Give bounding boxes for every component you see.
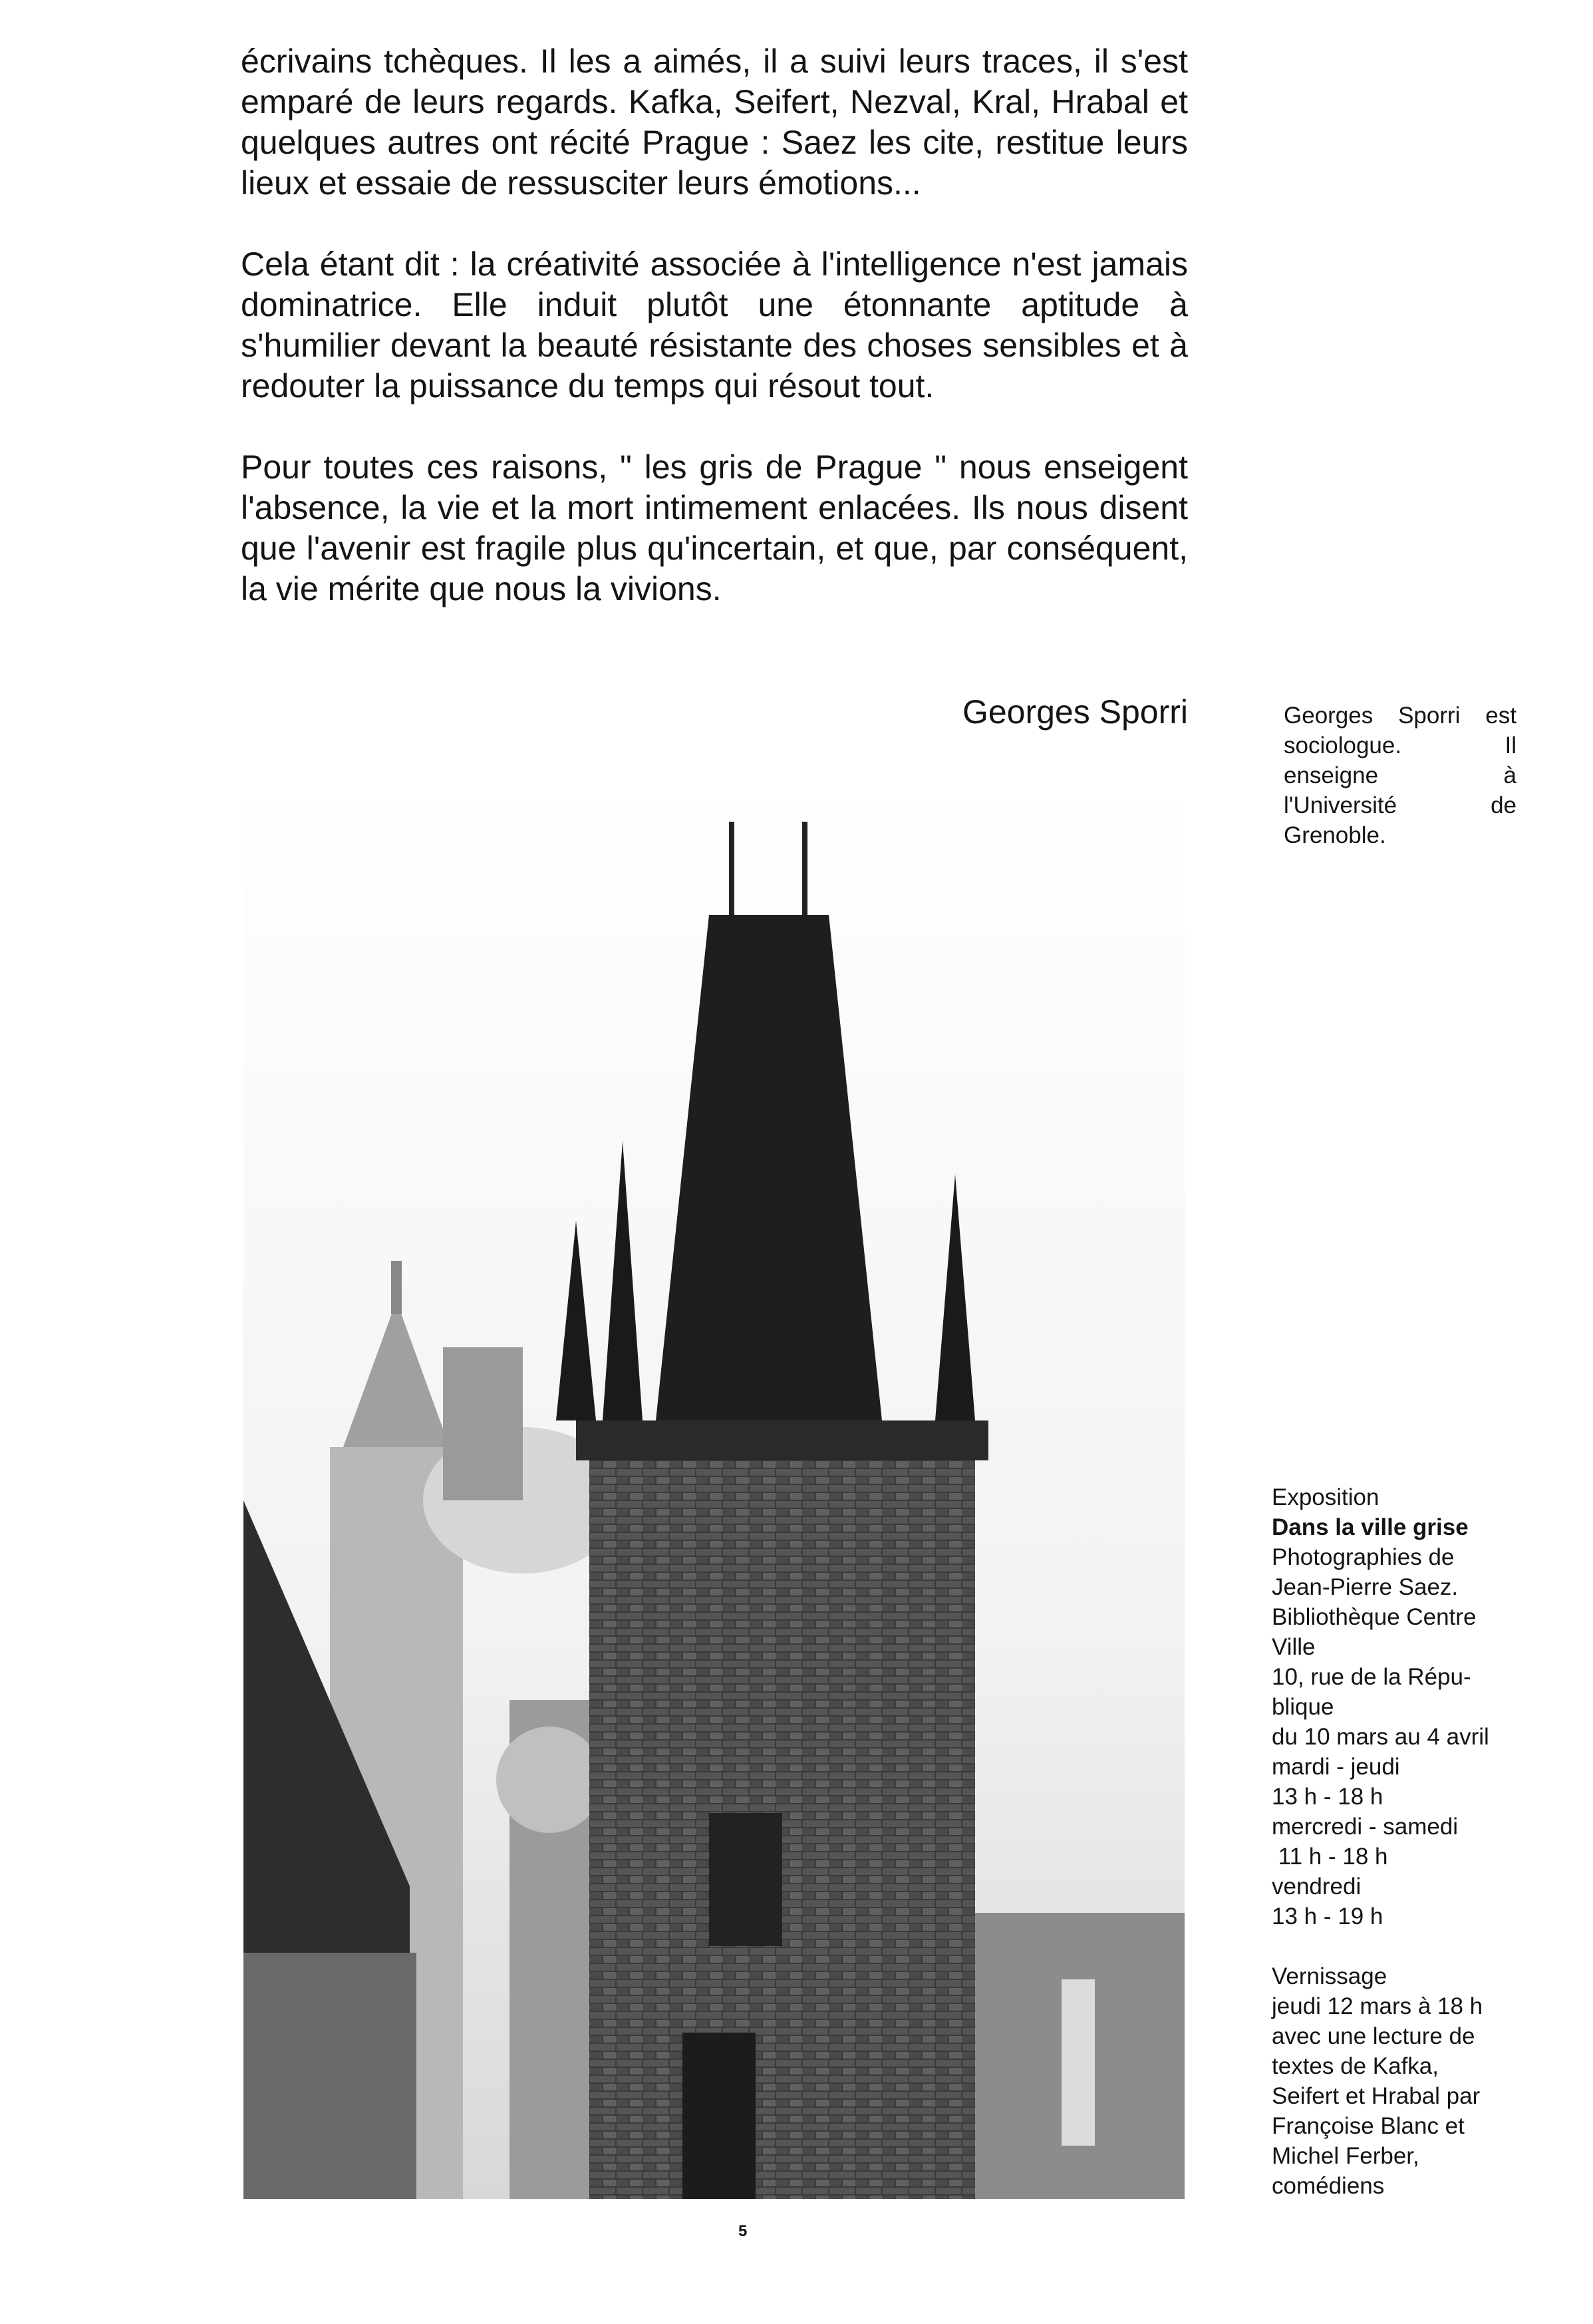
expo-line: Photographies de [1272, 1544, 1455, 1570]
expo-line: 10, rue de la Répu- [1272, 1664, 1471, 1690]
expo-line: avec une lecture de [1272, 2023, 1475, 2049]
paragraph: Pour toutes ces raisons, " les gris de Prague " nous enseigent l'absence, la vie et la mort intimement enlacées. Ils nous disent que l'avenir est fragile plus qu'incertain, et que, par conséquent, la vie mérite que nous la vivions. [241, 448, 1188, 607]
expo-line: blique [1272, 1694, 1334, 1720]
expo-line: Bibliothèque Centre [1272, 1604, 1477, 1630]
signature: Georges Sporri [962, 693, 1188, 731]
expo-line: Seifert et Hrabal par [1272, 2083, 1481, 2109]
expo-line: Françoise Blanc et [1272, 2113, 1465, 2139]
paragraph: écrivains tchèques. Il les a aimés, il a suivi leurs traces, il s'est emparé de leurs regards. Kafka, Seifert, Nezval, Kral, Hrabal et quelques autres ont récité Prague : Saez les cite, restitue leurs lieux et essaie de ressusciter leurs émotions... [241, 43, 1188, 202]
expo-title: Dans la ville grise [1272, 1514, 1469, 1540]
expo-line: Jean-Pierre Saez. [1272, 1574, 1459, 1600]
expo-line: du 10 mars au 4 avril [1272, 1724, 1489, 1750]
article-body [241, 41, 1188, 650]
expo-line: 13 h - 18 h [1272, 1784, 1383, 1810]
expo-label: Exposition [1272, 1484, 1379, 1510]
exhibition-info [1272, 1482, 1551, 2201]
expo-line: Vernissage [1272, 1963, 1387, 1989]
spacer [1272, 1931, 1551, 1961]
expo-line: Michel Ferber, [1272, 2143, 1419, 2169]
expo-line: comédiens [1272, 2173, 1385, 2199]
expo-line: vendredi [1272, 1874, 1362, 1900]
prague-tower-photo [243, 782, 1185, 2199]
expo-line: 11 h - 18 h [1272, 1844, 1388, 1870]
expo-line: mardi - jeudi [1272, 1754, 1400, 1780]
expo-line: Ville [1272, 1634, 1316, 1660]
author-note: Georges Sporri est sociologue. Il enseigne à l'Université de Grenoble. [1284, 703, 1517, 848]
page-number: 5 [738, 2222, 748, 2240]
expo-line: jeudi 12 mars à 18 h [1272, 1993, 1483, 2019]
paragraph: Cela étant dit : la créativité associée à l'intelligence n'est jamais dominatrice. Elle induit plutôt une étonnante aptitude à s'humilier devant la beauté résistante des choses sensibles et à redouter la puissance du temps qui résout tout. [241, 246, 1188, 405]
expo-line: 13 h - 19 h [1272, 1904, 1383, 1929]
expo-line: textes de Kafka, [1272, 2053, 1439, 2079]
expo-line: mercredi - samedi [1272, 1814, 1459, 1840]
